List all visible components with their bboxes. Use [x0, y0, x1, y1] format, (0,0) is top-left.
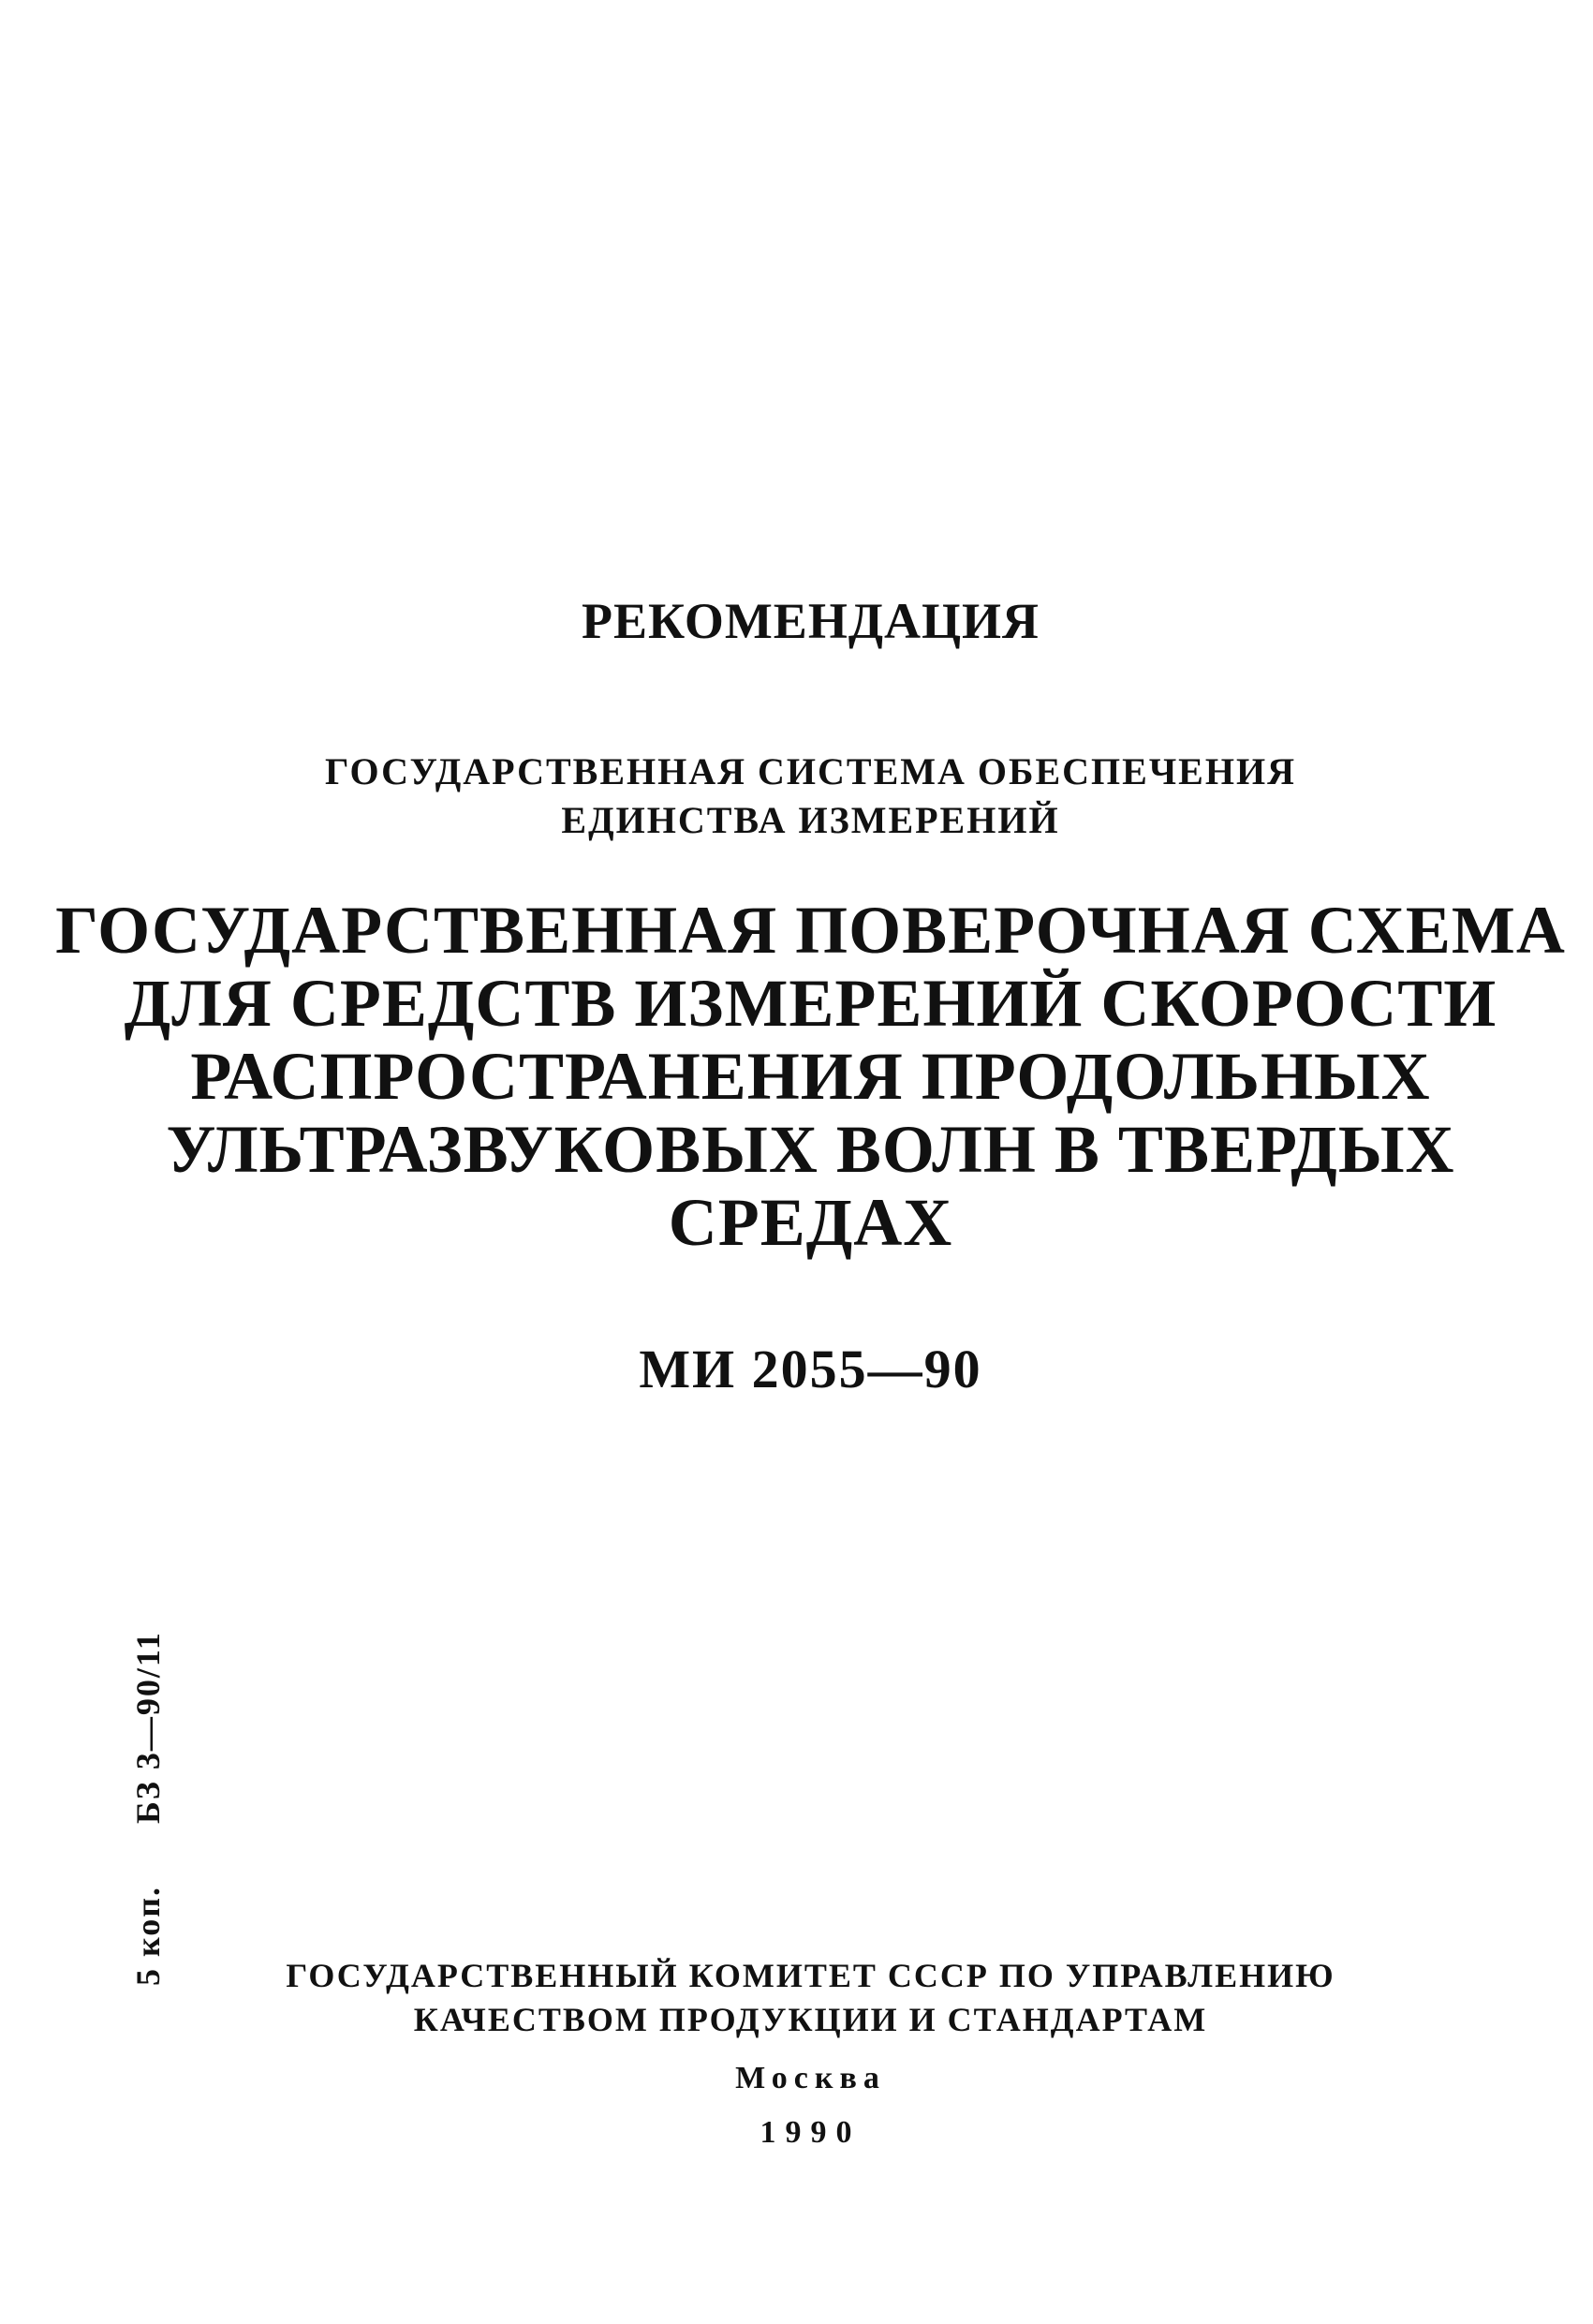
side-note — [128, 1631, 168, 1986]
publisher-line-2: КАЧЕСТВОМ ПРОДУКЦИИ И СТАНДАРТАМ — [413, 2001, 1208, 2038]
publication-year: 1990 — [760, 2115, 862, 2150]
series-line-2: ЕДИНСТВА ИЗМЕРЕНИЙ — [561, 799, 1060, 841]
document-designation: МИ 2055—90 — [639, 1339, 982, 1399]
catalog-number: БЗ 3—90/11 — [129, 1631, 167, 1824]
title-line-3: РАСПРОСТРАНЕНИЯ ПРОДОЛЬНЫХ — [190, 1039, 1431, 1114]
title-line-4: УЛЬТРАЗВУКОВЫХ ВОЛН В ТВЕРДЫХ — [166, 1112, 1455, 1187]
title-line-2: ДЛЯ СРЕДСТВ ИЗМЕРЕНИЙ СКОРОСТИ — [124, 966, 1497, 1041]
publisher-line-1: ГОСУДАРСТВЕННЫЙ КОМИТЕТ СССР ПО УПРАВЛЕНИЮ — [286, 1957, 1335, 1994]
title-line-1: ГОСУДАРСТВЕННАЯ ПОВЕРОЧНАЯ СХЕМА — [55, 893, 1566, 968]
title-line-5: СРЕДАХ — [668, 1185, 953, 1260]
price-label: 5 коп. — [129, 1885, 167, 1986]
publication-city: Москва — [735, 2061, 886, 2095]
series-line-1: ГОСУДАРСТВЕННАЯ СИСТЕМА ОБЕСПЕЧЕНИЯ — [325, 750, 1296, 792]
document-type: РЕКОМЕНДАЦИЯ — [582, 593, 1040, 649]
